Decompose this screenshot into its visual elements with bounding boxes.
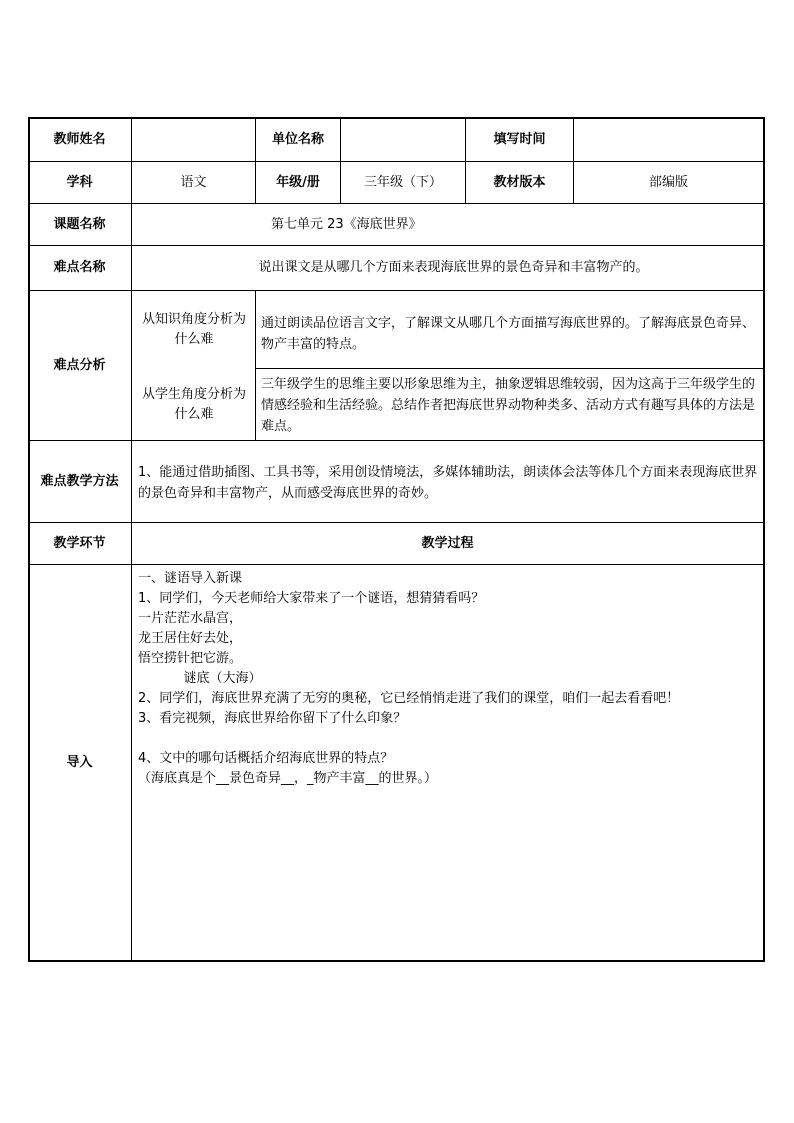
knowledge-angle-text: 通过朗读品位语言文字，了解课文从哪几个方面描写海底世界的。了解海底景色奇异、物产丰富的特点。	[261, 316, 756, 352]
intro-process-text	[138, 569, 763, 789]
topic-value: 第七单元 23《海底世界》	[271, 217, 422, 232]
teaching-method-text: 1、能通过借助插图、工具书等，采用创设情境法，多媒体辅助法，朗读体会法等体几个方面来表现海底世界的景色奇异和丰富物产，从而感受海底世界的奇妙。	[138, 465, 758, 501]
row-divider	[28, 203, 765, 204]
teacher-name-field[interactable]	[132, 119, 255, 161]
knowledge-angle-label: 从知识角度分析为什么难	[141, 311, 246, 347]
textbook-value: 部编版	[648, 174, 688, 190]
process-line: 2、同学们，海底世界充满了无穷的奥秘，它已经悄悄走进了我们的课堂，咱们一起去看看吧！	[138, 691, 680, 706]
fill-time-label: 填写时间	[493, 132, 546, 147]
teacher-name-label: 教师姓名	[53, 132, 106, 147]
lesson-plan-table	[28, 117, 765, 962]
unit-name-field[interactable]	[341, 119, 465, 161]
table-border-bottom	[28, 960, 765, 962]
process-line: 4、文中的哪句话概括介绍海底世界的特点？	[138, 751, 394, 766]
subject-label: 学科	[66, 174, 93, 190]
teaching-method-label: 难点教学方法	[40, 473, 119, 489]
difficulty-analysis-label: 难点分析	[53, 357, 106, 373]
grade-label: 年级/册	[276, 174, 320, 190]
teaching-process-label: 教学过程	[421, 535, 474, 551]
student-angle-text: 三年级学生的思维主要以形象思维为主，抽象逻辑思维较弱，因为这高于三年级学生的情感经验和生活经验。总结作者把海底世界动物种类多、活动方式有趣写具体的方法是难点。	[261, 377, 756, 434]
subject-value: 语文	[180, 174, 207, 190]
row-divider	[28, 440, 765, 441]
grade-value: 三年级（下）	[363, 174, 442, 190]
teaching-section-label: 教学环节	[53, 535, 106, 551]
row-divider	[28, 564, 765, 565]
process-line: 3、看完视频，海底世界给你留下了什么印象？	[138, 711, 407, 726]
process-line: 谜底（大海）	[138, 671, 262, 686]
column-divider	[255, 290, 256, 441]
intro-label: 导入	[66, 754, 93, 770]
topic-label: 课题名称	[53, 216, 106, 232]
table-border-right	[763, 117, 765, 962]
unit-name-label: 单位名称	[271, 132, 324, 147]
process-line: （海底真是个__景色奇异__，_物产丰富__的世界。）	[138, 771, 438, 786]
process-line: 悟空捞针把它游。	[138, 651, 243, 666]
process-line: 1、同学们，今天老师给大家带来了一个谜语，想猜猜看吗？	[138, 591, 485, 606]
fill-time-field[interactable]	[574, 119, 763, 161]
difficulty-name-value: 说出课文是从哪几个方面来表现海底世界的景色奇异和丰富物产的。	[258, 260, 649, 275]
difficulty-name-label: 难点名称	[53, 260, 106, 275]
process-line: 一、谜语导入新课	[138, 571, 243, 586]
row-divider	[255, 368, 765, 369]
textbook-label: 教材版本	[493, 174, 546, 190]
student-angle-label: 从学生角度分析为什么难	[141, 386, 246, 422]
process-line: 龙王居住好去处，	[138, 631, 243, 646]
process-line	[138, 729, 763, 749]
process-line: 一片茫茫水晶宫，	[138, 611, 243, 626]
